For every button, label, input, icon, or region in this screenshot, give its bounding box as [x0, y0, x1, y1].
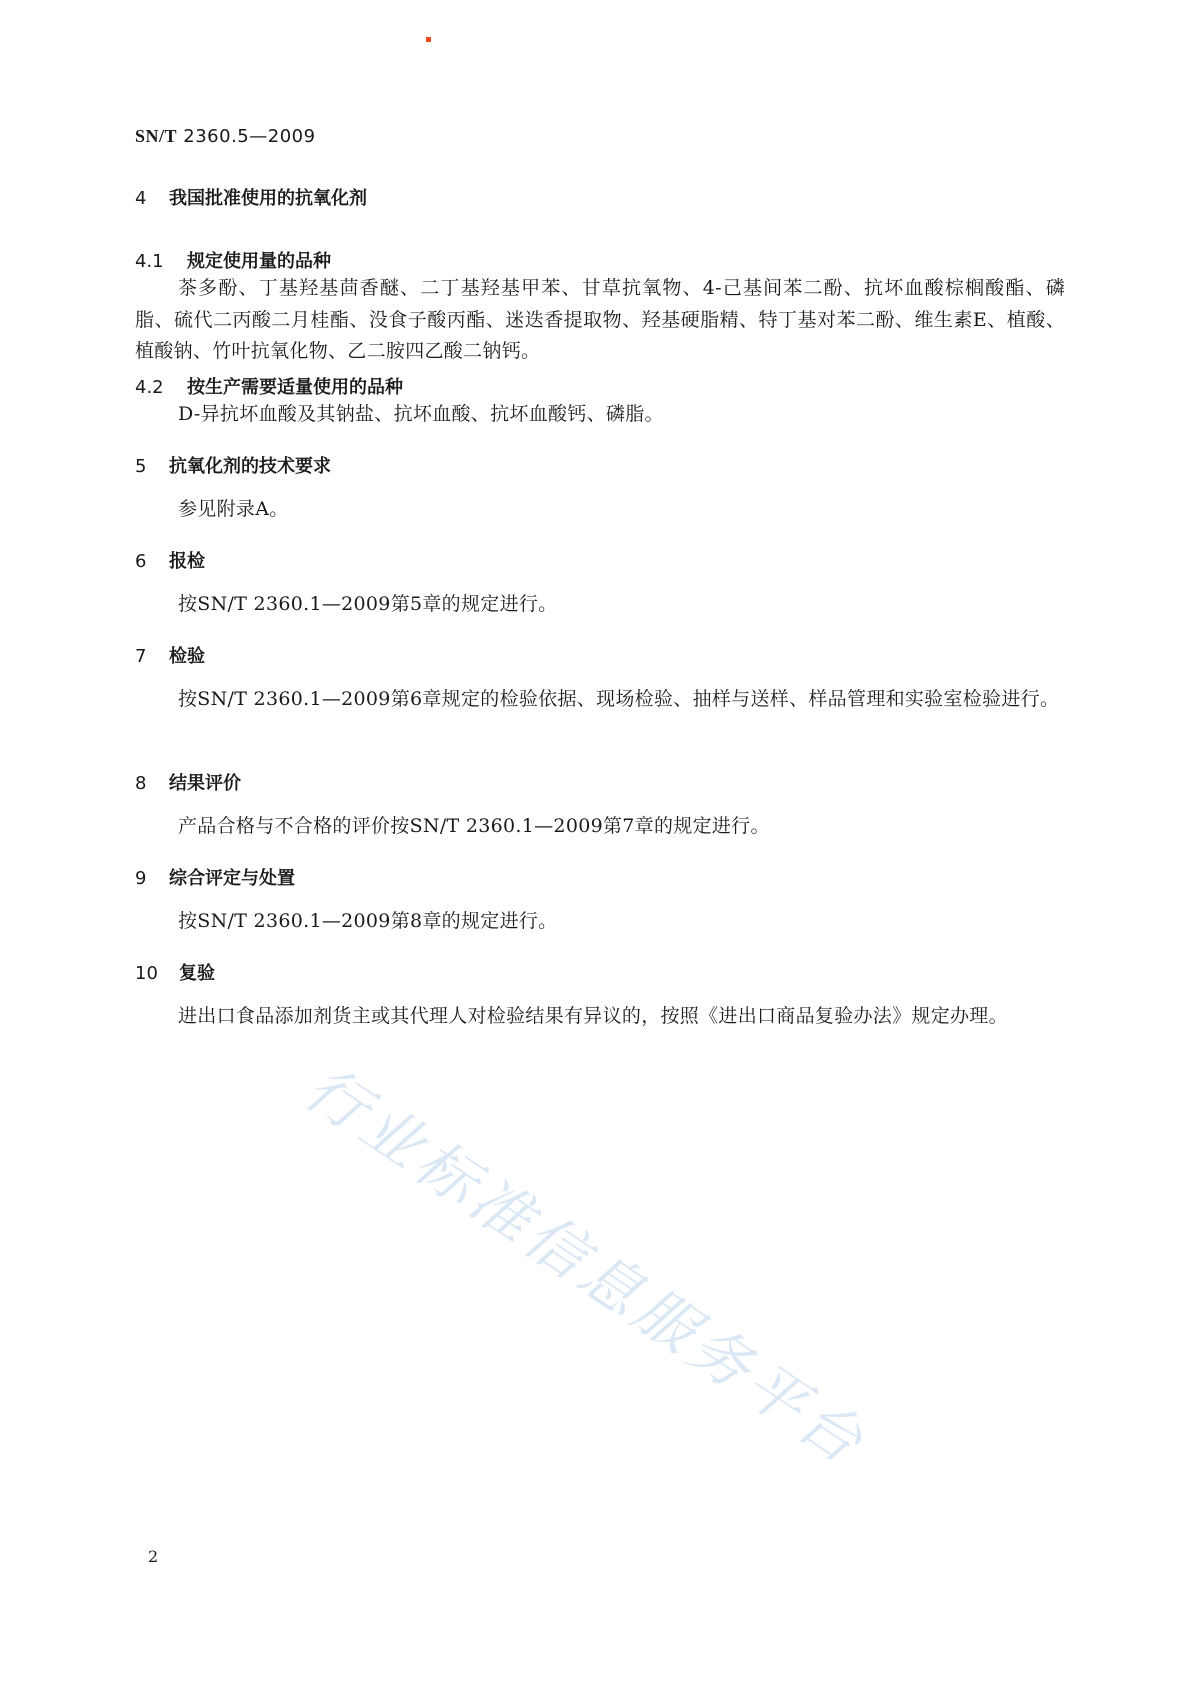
section-number: 4: [135, 188, 147, 209]
section-number: 4.1: [135, 251, 164, 272]
section-number: 7: [135, 646, 147, 667]
section-4-heading: [135, 184, 367, 210]
standard-prefix: SN/T: [135, 126, 178, 146]
section-number: 10: [135, 963, 158, 984]
standard-code: [135, 126, 316, 147]
section-5-text: 参见附录A。: [178, 498, 289, 520]
section-title: 按生产需要适量使用的品种: [187, 377, 403, 398]
section-8-text: 产品合格与不合格的评价按SN/T 2360.1—2009第7章的规定进行。: [178, 815, 770, 837]
section-number: 6: [135, 551, 147, 572]
section-4-1-text: 茶多酚、丁基羟基茴香醚、二丁基羟基甲苯、甘草抗氧物、4-己基间苯二酚、抗坏血酸棕榈酸酯、磷脂、硫代二丙酸二月桂酯、没食子酸丙酯、迷迭香提取物、羟基硬脂精、特丁基对苯二酚、维生素E、植酸、植酸钠、竹叶抗氧化物、乙二胺四乙酸二钠钙。: [135, 277, 1065, 362]
orange-marker: [426, 37, 431, 42]
section-4-1-heading: [135, 247, 331, 273]
section-number: 4.2: [135, 377, 164, 398]
section-7-heading: [135, 642, 205, 668]
section-8-heading: [135, 769, 241, 795]
section-title: 结果评价: [169, 773, 241, 794]
standard-number: 2360.5—2009: [183, 126, 316, 147]
section-4-2-text: D-异抗坏血酸及其钠盐、抗坏血酸、抗坏血酸钙、磷脂。: [178, 403, 664, 425]
section-number: 8: [135, 773, 147, 794]
section-title: 复验: [179, 963, 215, 984]
section-title: 我国批准使用的抗氧化剂: [169, 188, 367, 209]
section-number: 9: [135, 868, 147, 889]
section-7-text: 按SN/T 2360.1—2009第6章规定的检验依据、现场检验、抽样与送样、样品管理和实验室检验进行。: [178, 688, 1060, 710]
section-4-2-heading: [135, 373, 403, 399]
section-6-heading: [135, 547, 205, 573]
section-6-text: 按SN/T 2360.1—2009第5章的规定进行。: [178, 593, 558, 615]
section-number: 5: [135, 456, 147, 477]
section-title: 检验: [169, 646, 205, 667]
section-9-heading: [135, 864, 295, 890]
section-title: 抗氧化剂的技术要求: [169, 456, 331, 477]
section-title: 综合评定与处置: [169, 868, 295, 889]
page-number: 2: [148, 1547, 159, 1566]
section-title: 报检: [169, 551, 205, 572]
section-10-heading: [135, 959, 215, 985]
section-9-text: 按SN/T 2360.1—2009第8章的规定进行。: [178, 910, 558, 932]
watermark: 行业标准信息服务平台: [292, 1053, 879, 1481]
section-10-text: 进出口食品添加剂货主或其代理人对检验结果有异议的，按照《进出口商品复验办法》规定办理。: [178, 1005, 1008, 1027]
section-title: 规定使用量的品种: [187, 251, 331, 272]
section-5-heading: [135, 452, 331, 478]
